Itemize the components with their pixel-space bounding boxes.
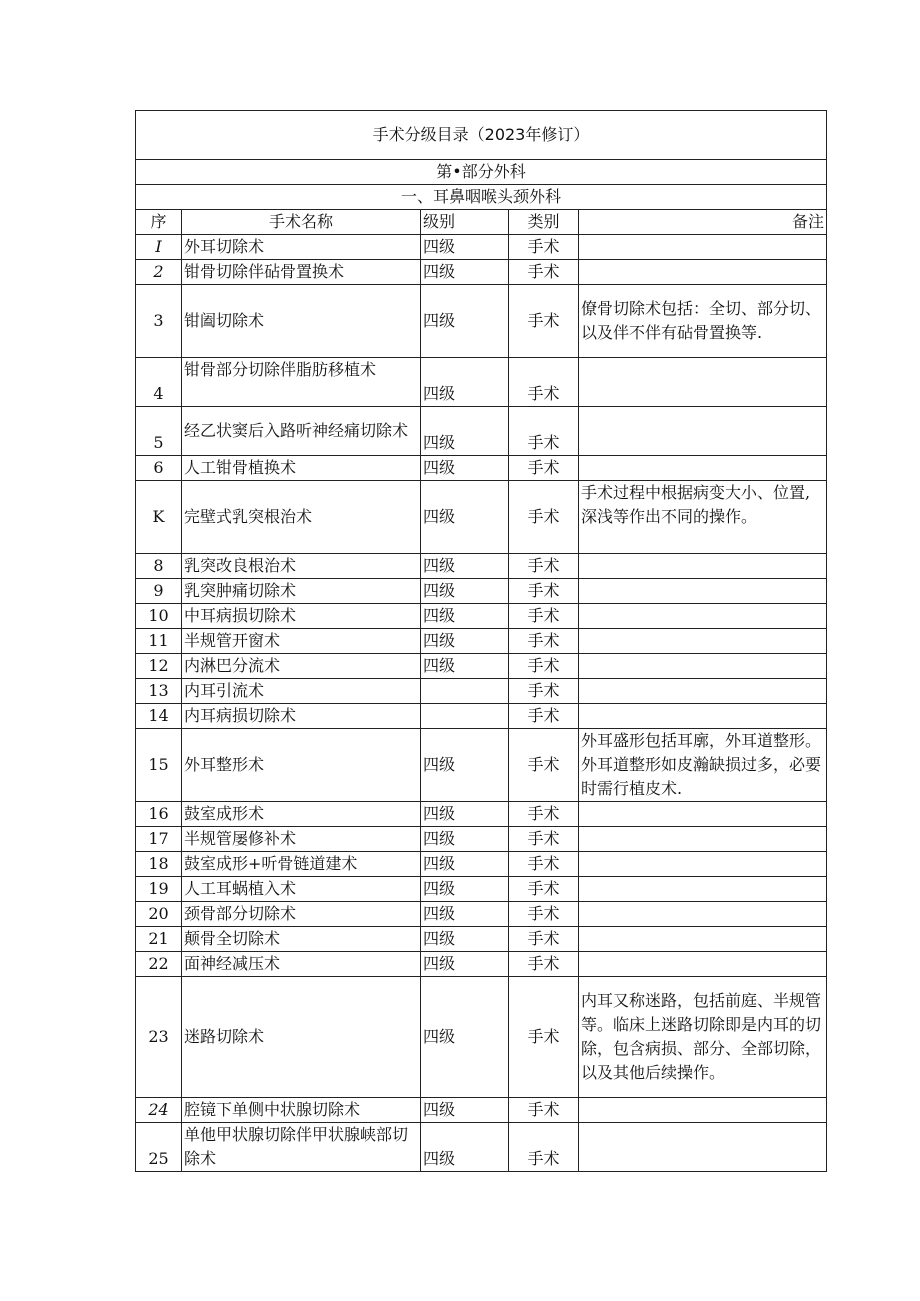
- row-note: [579, 579, 827, 604]
- row-level: 四级: [421, 629, 509, 654]
- row-level: 四级: [421, 952, 509, 977]
- row-level: 四级: [421, 604, 509, 629]
- row-name: 半规管开窗术: [182, 629, 421, 654]
- row-name: 完壁式乳突根治术: [182, 481, 421, 554]
- row-name: 颈骨部分切除术: [182, 902, 421, 927]
- table-row: [136, 729, 827, 802]
- row-name: 鼓室成形+听骨链道建术: [182, 852, 421, 877]
- row-name: 外耳整形术: [182, 729, 421, 802]
- row-seq: 17: [136, 827, 182, 852]
- row-note: [579, 407, 827, 456]
- row-note: [579, 952, 827, 977]
- row-note: [579, 554, 827, 579]
- table-row: [136, 802, 827, 827]
- row-note: [579, 902, 827, 927]
- row-seq: 4: [136, 358, 182, 407]
- row-name: 颠骨全切除术: [182, 927, 421, 952]
- row-seq: 20: [136, 902, 182, 927]
- row-category: 手术: [509, 1123, 579, 1172]
- row-category: 手术: [509, 1098, 579, 1123]
- row-seq: 3: [136, 285, 182, 358]
- row-name: 面神经减压术: [182, 952, 421, 977]
- row-note: [579, 1098, 827, 1123]
- section-heading: 一、耳鼻咽喉头颈外科: [136, 185, 827, 210]
- row-seq: I: [136, 235, 182, 260]
- row-seq: 11: [136, 629, 182, 654]
- row-level: 四级: [421, 235, 509, 260]
- table-row: [136, 358, 827, 407]
- row-seq: 13: [136, 679, 182, 704]
- row-note: [579, 802, 827, 827]
- row-level: 四级: [421, 902, 509, 927]
- row-name: 钳阖切除术: [182, 285, 421, 358]
- row-seq: 5: [136, 407, 182, 456]
- table-row: [136, 260, 827, 285]
- table-row: [136, 456, 827, 481]
- row-note: [579, 927, 827, 952]
- row-name: 半规管屡修补术: [182, 827, 421, 852]
- row-level: 四级: [421, 1098, 509, 1123]
- row-level: 四级: [421, 852, 509, 877]
- row-category: 手术: [509, 604, 579, 629]
- document-title: 手术分级目录（2023年修订）: [136, 111, 827, 160]
- table-row: [136, 604, 827, 629]
- header-name: 手术名称: [182, 210, 421, 235]
- row-level: 四级: [421, 358, 509, 407]
- row-note: 僚骨切除术包括：全切、部分切、以及伴不伴有砧骨置换等.: [579, 285, 827, 358]
- row-level: [421, 704, 509, 729]
- table-row: [136, 235, 827, 260]
- row-seq: 15: [136, 729, 182, 802]
- row-seq: 24: [136, 1098, 182, 1123]
- table-row: [136, 902, 827, 927]
- row-category: 手术: [509, 927, 579, 952]
- row-note: [579, 604, 827, 629]
- row-note: [579, 358, 827, 407]
- row-name: 乳突肿痛切除术: [182, 579, 421, 604]
- table-row: [136, 952, 827, 977]
- row-name: 腔镜下单侧中状腺切除术: [182, 1098, 421, 1123]
- row-note: [579, 827, 827, 852]
- row-level: 四级: [421, 285, 509, 358]
- row-category: 手术: [509, 629, 579, 654]
- row-name: 乳突改良根治术: [182, 554, 421, 579]
- row-level: 四级: [421, 1123, 509, 1172]
- row-level: 四级: [421, 977, 509, 1098]
- row-level: 四级: [421, 260, 509, 285]
- row-seq: 18: [136, 852, 182, 877]
- row-name: 钳骨部分切除伴脂肪移植术: [182, 358, 421, 407]
- row-category: 手术: [509, 827, 579, 852]
- row-level: 四级: [421, 654, 509, 679]
- row-note: [579, 704, 827, 729]
- row-seq: 6: [136, 456, 182, 481]
- table-row: [136, 927, 827, 952]
- row-seq: 23: [136, 977, 182, 1098]
- row-category: 手术: [509, 285, 579, 358]
- row-note: [579, 260, 827, 285]
- table-row: [136, 629, 827, 654]
- row-note: [579, 1123, 827, 1172]
- row-category: 手术: [509, 902, 579, 927]
- row-level: 四级: [421, 407, 509, 456]
- table-row: [136, 654, 827, 679]
- row-level: 四级: [421, 827, 509, 852]
- row-name: 单他甲状腺切除伴甲状腺峡部切除术: [182, 1123, 421, 1172]
- row-seq: 21: [136, 927, 182, 952]
- row-level: 四级: [421, 729, 509, 802]
- row-category: 手术: [509, 260, 579, 285]
- row-name: 中耳病损切除术: [182, 604, 421, 629]
- row-name: 内淋巴分流术: [182, 654, 421, 679]
- row-category: 手术: [509, 407, 579, 456]
- row-level: [421, 679, 509, 704]
- row-name: 内耳引流术: [182, 679, 421, 704]
- row-name: 人工钳骨植换术: [182, 456, 421, 481]
- row-category: 手术: [509, 802, 579, 827]
- row-category: 手术: [509, 877, 579, 902]
- row-note: 内耳又称迷路，包括前庭、半规管等。临床上迷路切除即是内耳的切除，包含病损、部分、全部切除，以及其他后续操作。: [579, 977, 827, 1098]
- table-row: [136, 481, 827, 554]
- row-note: [579, 235, 827, 260]
- row-name: 经乙状窦后入路听神经痛切除术: [182, 407, 421, 456]
- row-category: 手术: [509, 579, 579, 604]
- row-name: 内耳病损切除术: [182, 704, 421, 729]
- table-row: [136, 704, 827, 729]
- row-note: [579, 629, 827, 654]
- row-seq: 2: [136, 260, 182, 285]
- table-row: [136, 1098, 827, 1123]
- row-name: 钳骨切除伴砧骨置换术: [182, 260, 421, 285]
- table-row: [136, 977, 827, 1098]
- row-seq: 10: [136, 604, 182, 629]
- row-name: 鼓室成形术: [182, 802, 421, 827]
- row-level: 四级: [421, 456, 509, 481]
- row-category: 手术: [509, 358, 579, 407]
- header-category: 类别: [509, 210, 579, 235]
- row-level: 四级: [421, 481, 509, 554]
- row-category: 手术: [509, 481, 579, 554]
- row-name: 人工耳蜗植入术: [182, 877, 421, 902]
- row-note: 外耳盛形包括耳廓，外耳道整形。外耳道整形如皮瀚缺损过多，必要时需行植皮术.: [579, 729, 827, 802]
- row-category: 手术: [509, 952, 579, 977]
- row-category: 手术: [509, 554, 579, 579]
- row-seq: 12: [136, 654, 182, 679]
- row-category: 手术: [509, 679, 579, 704]
- row-level: 四级: [421, 877, 509, 902]
- row-seq: 19: [136, 877, 182, 902]
- part-heading: 第•部分外科: [136, 160, 827, 185]
- table-row: [136, 877, 827, 902]
- row-name: 迷路切除术: [182, 977, 421, 1098]
- row-note: [579, 679, 827, 704]
- row-category: 手术: [509, 977, 579, 1098]
- row-category: 手术: [509, 852, 579, 877]
- row-level: 四级: [421, 579, 509, 604]
- table-row: [136, 554, 827, 579]
- row-seq: 8: [136, 554, 182, 579]
- row-seq: 9: [136, 579, 182, 604]
- table-row: [136, 1123, 827, 1172]
- header-seq: 序: [136, 210, 182, 235]
- row-note: [579, 877, 827, 902]
- table-row: [136, 679, 827, 704]
- row-category: 手术: [509, 456, 579, 481]
- table-row: [136, 827, 827, 852]
- row-seq: 14: [136, 704, 182, 729]
- row-category: 手术: [509, 704, 579, 729]
- row-seq: 16: [136, 802, 182, 827]
- row-note: [579, 654, 827, 679]
- row-seq: 25: [136, 1123, 182, 1172]
- row-category: 手术: [509, 235, 579, 260]
- row-seq: K: [136, 481, 182, 554]
- row-note: [579, 456, 827, 481]
- header-level: 级别: [421, 210, 509, 235]
- row-category: 手术: [509, 729, 579, 802]
- row-seq: 22: [136, 952, 182, 977]
- row-category: 手术: [509, 654, 579, 679]
- table-row: [136, 579, 827, 604]
- row-level: 四级: [421, 802, 509, 827]
- surgery-grading-table: [135, 110, 827, 1172]
- header-note: 备注: [579, 210, 827, 235]
- table-row: [136, 852, 827, 877]
- row-name: 外耳切除术: [182, 235, 421, 260]
- row-note: 手术过程中根据病变大小、位置,深浅等作出不同的操作。: [579, 481, 827, 554]
- row-note: [579, 852, 827, 877]
- row-level: 四级: [421, 554, 509, 579]
- table-row: [136, 285, 827, 358]
- row-level: 四级: [421, 927, 509, 952]
- table-row: [136, 407, 827, 456]
